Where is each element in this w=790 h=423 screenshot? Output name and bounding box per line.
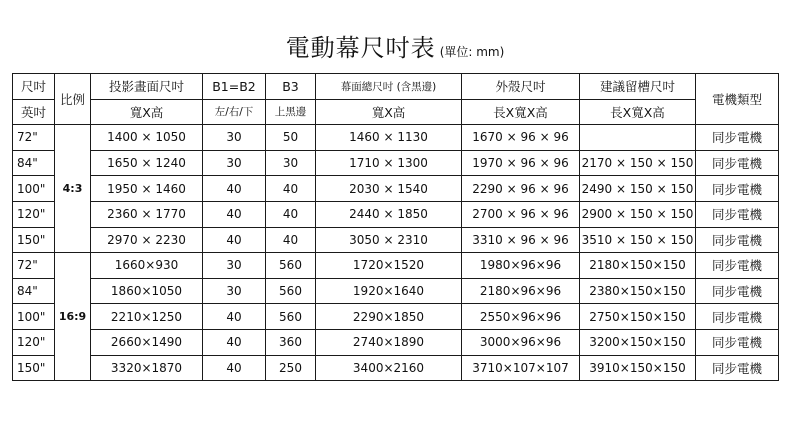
table-row (13, 150, 779, 176)
cell-projection: 1650 × 1240 (91, 150, 203, 176)
cell-motor: 同步電機 (696, 355, 779, 381)
cell-total: 2440 × 1850 (316, 201, 462, 227)
cell-slot: 2900 × 150 × 150 (580, 201, 696, 227)
table-row (13, 253, 779, 279)
header-total-dim: 寬X高 (316, 99, 462, 125)
table-row (13, 304, 779, 330)
cell-b3: 30 (266, 150, 316, 176)
cell-slot: 2180×150×150 (580, 253, 696, 279)
cell-total: 3400×2160 (316, 355, 462, 381)
header-size: 尺吋 (13, 74, 55, 100)
cell-b1b2: 40 (203, 304, 266, 330)
header-ratio: 比例 (55, 74, 91, 125)
cell-slot: 3510 × 150 × 150 (580, 227, 696, 253)
cell-b3: 360 (266, 329, 316, 355)
cell-b3: 250 (266, 355, 316, 381)
header-inch: 英吋 (13, 99, 55, 125)
cell-projection: 2360 × 1770 (91, 201, 203, 227)
cell-projection: 1950 × 1460 (91, 176, 203, 202)
title-main: 電動幕尺吋表 (285, 34, 436, 62)
cell-slot: 2380×150×150 (580, 278, 696, 304)
cell-projection: 1400 × 1050 (91, 125, 203, 151)
table-row (13, 355, 779, 381)
cell-total: 1710 × 1300 (316, 150, 462, 176)
header-slot: 建議留槽尺吋 (580, 74, 696, 100)
cell-slot: 2490 × 150 × 150 (580, 176, 696, 202)
cell-size: 84" (13, 150, 55, 176)
table-row (13, 201, 779, 227)
header-row-top (13, 74, 779, 100)
cell-b3: 40 (266, 176, 316, 202)
header-b3: B3 (266, 74, 316, 100)
header-projection: 投影畫面尺吋 (91, 74, 203, 100)
cell-b3: 40 (266, 201, 316, 227)
cell-case: 1970 × 96 × 96 (462, 150, 580, 176)
table-row (13, 176, 779, 202)
cell-b1b2: 40 (203, 355, 266, 381)
cell-size: 120" (13, 201, 55, 227)
cell-size: 84" (13, 278, 55, 304)
cell-case: 3710×107×107 (462, 355, 580, 381)
table-row (13, 125, 779, 151)
cell-b1b2: 30 (203, 278, 266, 304)
header-case-dim: 長X寬X高 (462, 99, 580, 125)
page-title (0, 28, 790, 63)
cell-case: 3310 × 96 × 96 (462, 227, 580, 253)
cell-ratio: 16:9 (55, 253, 91, 381)
cell-total: 1920×1640 (316, 278, 462, 304)
table-body (13, 74, 779, 381)
cell-total: 2030 × 1540 (316, 176, 462, 202)
cell-projection: 2970 × 2230 (91, 227, 203, 253)
cell-case: 2550×96×96 (462, 304, 580, 330)
cell-size: 100" (13, 176, 55, 202)
cell-motor: 同步電機 (696, 201, 779, 227)
cell-b3: 50 (266, 125, 316, 151)
cell-case: 1980×96×96 (462, 253, 580, 279)
header-b1b2: B1=B2 (203, 74, 266, 100)
cell-motor: 同步電機 (696, 176, 779, 202)
cell-motor: 同步電機 (696, 125, 779, 151)
cell-case: 2700 × 96 × 96 (462, 201, 580, 227)
cell-total: 1720×1520 (316, 253, 462, 279)
cell-b1b2: 40 (203, 329, 266, 355)
cell-b3: 40 (266, 227, 316, 253)
cell-b1b2: 30 (203, 150, 266, 176)
cell-motor: 同步電機 (696, 278, 779, 304)
cell-size: 100" (13, 304, 55, 330)
cell-slot: 3910×150×150 (580, 355, 696, 381)
header-motor: 電機類型 (696, 74, 779, 125)
cell-motor: 同步電機 (696, 329, 779, 355)
cell-slot: 2750×150×150 (580, 304, 696, 330)
cell-slot: 2170 × 150 × 150 (580, 150, 696, 176)
header-total: 幕面總尺吋 (含黑邊) (316, 74, 462, 100)
header-b3-dim: 上黑邊 (266, 99, 316, 125)
cell-b1b2: 30 (203, 125, 266, 151)
cell-case: 3000×96×96 (462, 329, 580, 355)
table-row (13, 227, 779, 253)
cell-case: 2180×96×96 (462, 278, 580, 304)
cell-b1b2: 40 (203, 227, 266, 253)
cell-ratio: 4:3 (55, 125, 91, 253)
cell-size: 150" (13, 355, 55, 381)
cell-projection: 3320×1870 (91, 355, 203, 381)
cell-total: 3050 × 2310 (316, 227, 462, 253)
cell-size: 72" (13, 253, 55, 279)
table-row (13, 278, 779, 304)
cell-projection: 1860×1050 (91, 278, 203, 304)
cell-b1b2: 40 (203, 176, 266, 202)
cell-b3: 560 (266, 278, 316, 304)
cell-b3: 560 (266, 304, 316, 330)
header-projection-dim: 寬X高 (91, 99, 203, 125)
cell-b1b2: 40 (203, 201, 266, 227)
cell-slot (580, 125, 696, 151)
cell-motor: 同步電機 (696, 304, 779, 330)
header-case: 外殼尺吋 (462, 74, 580, 100)
title-unit: (單位: mm) (439, 45, 505, 59)
cell-size: 120" (13, 329, 55, 355)
screen-size-table (12, 73, 779, 381)
cell-motor: 同步電機 (696, 150, 779, 176)
cell-motor: 同步電機 (696, 227, 779, 253)
cell-projection: 2210×1250 (91, 304, 203, 330)
cell-b3: 560 (266, 253, 316, 279)
cell-projection: 2660×1490 (91, 329, 203, 355)
cell-b1b2: 30 (203, 253, 266, 279)
cell-total: 2290×1850 (316, 304, 462, 330)
cell-total: 1460 × 1130 (316, 125, 462, 151)
cell-motor: 同步電機 (696, 253, 779, 279)
cell-size: 150" (13, 227, 55, 253)
cell-case: 2290 × 96 × 96 (462, 176, 580, 202)
cell-projection: 1660×930 (91, 253, 203, 279)
cell-case: 1670 × 96 × 96 (462, 125, 580, 151)
header-row-bottom (13, 99, 779, 125)
header-slot-dim: 長X寬X高 (580, 99, 696, 125)
cell-size: 72" (13, 125, 55, 151)
table-row (13, 329, 779, 355)
header-b1b2-dim: 左/右/下 (203, 99, 266, 125)
cell-slot: 3200×150×150 (580, 329, 696, 355)
cell-total: 2740×1890 (316, 329, 462, 355)
